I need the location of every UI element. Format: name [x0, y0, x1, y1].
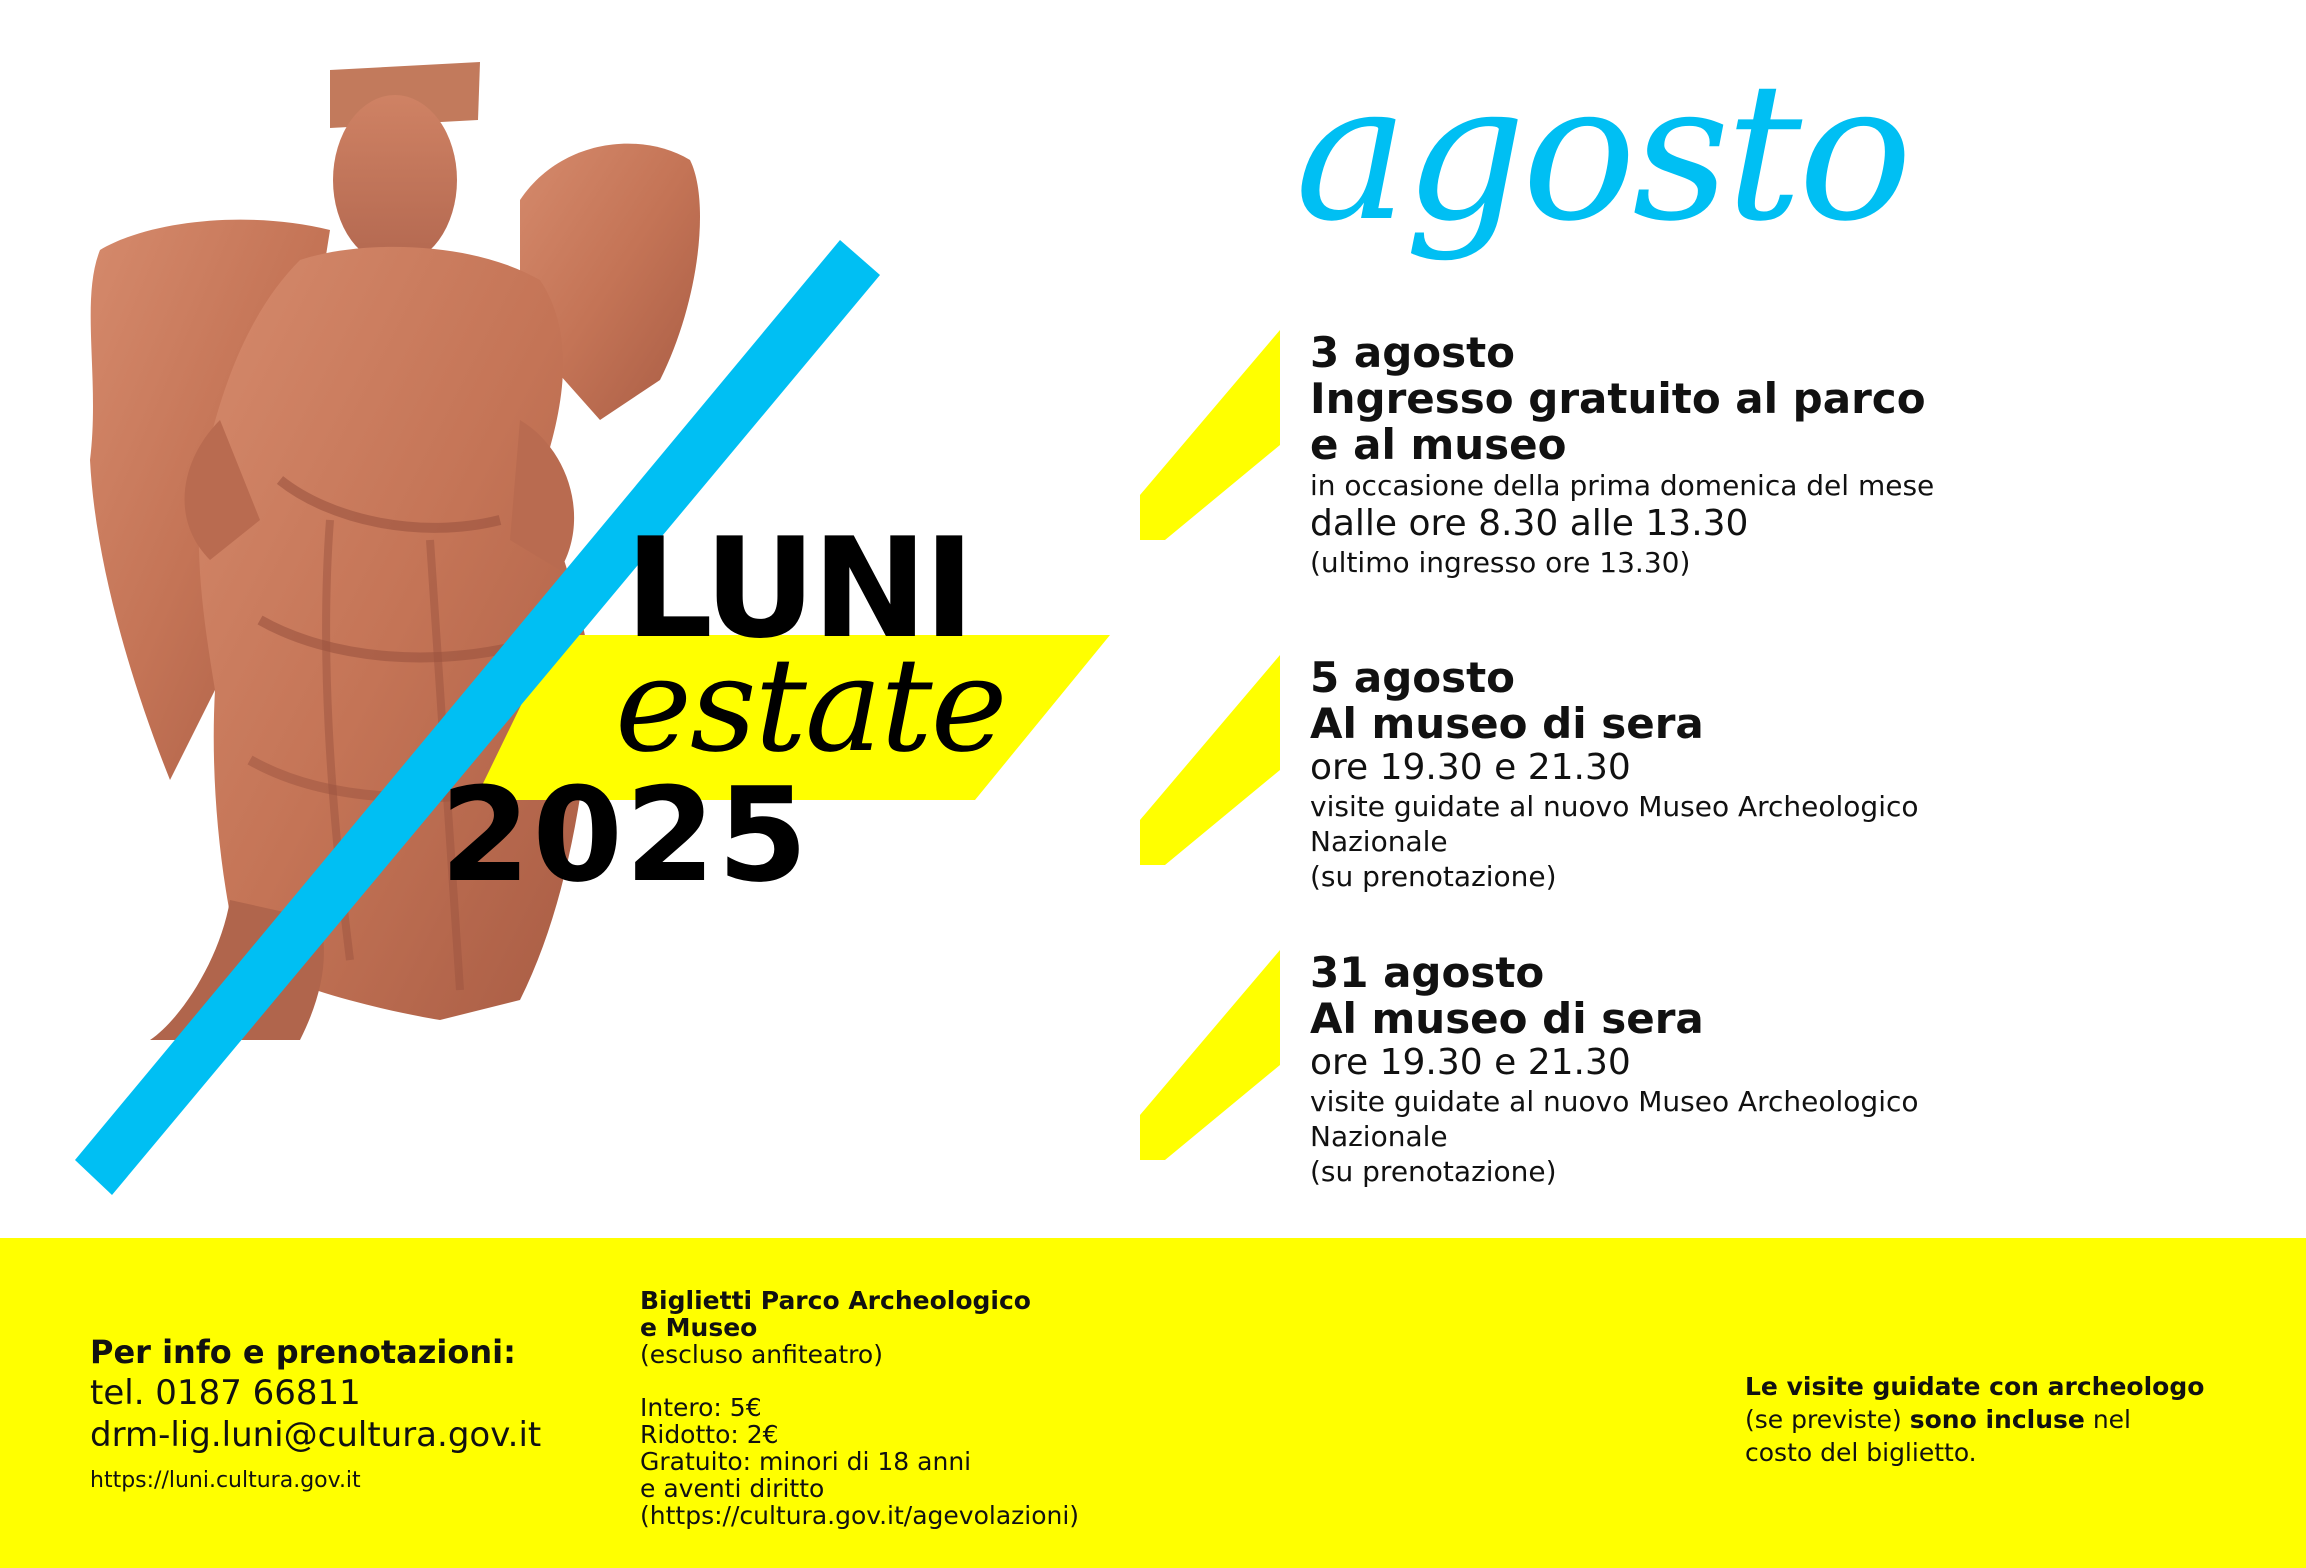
event-detail: visite guidate al nuovo Museo Archeologico: [1310, 790, 1919, 823]
event-title: Ingresso gratuito al parco: [1310, 374, 1926, 423]
month-title: agosto: [1295, 42, 1909, 263]
guided-text: (se previste): [1745, 1405, 1902, 1434]
event-hours: ore 19.30 e 21.30: [1310, 747, 1631, 788]
event-detail: (ultimo ingresso ore 13.30): [1310, 546, 1691, 579]
event-hours: ore 19.30 e 21.30: [1310, 1042, 1631, 1083]
event-marker-1: [1140, 330, 1280, 540]
contact-email[interactable]: drm-lig.luni@cultura.gov.it: [90, 1415, 542, 1455]
event-detail: visite guidate al nuovo Museo Archeologico: [1310, 1085, 1919, 1118]
event-title: Al museo di sera: [1310, 994, 1704, 1043]
tickets-note: (escluso anfiteatro): [640, 1340, 883, 1369]
guided-text-bold: sono incluse: [1909, 1405, 2085, 1434]
event-3: [1310, 950, 2110, 1189]
brand-year: 2025: [440, 759, 810, 911]
event-2: [1310, 655, 2110, 894]
guided-text: nel: [2092, 1405, 2131, 1434]
event-detail: in occasione della prima domenica del mese: [1310, 469, 1935, 502]
tickets-title: Biglietti Parco Archeologico: [640, 1286, 1031, 1315]
ticket-price: Intero: 5€: [640, 1393, 762, 1422]
guided-text: costo del biglietto.: [1745, 1438, 1977, 1467]
event-date: 31 agosto: [1310, 948, 1545, 997]
event-title: e al museo: [1310, 420, 1567, 469]
event-detail: (su prenotazione): [1310, 1155, 1557, 1188]
tickets-title: e Museo: [640, 1313, 758, 1342]
event-marker-2: [1140, 655, 1280, 865]
tickets-info: [640, 1287, 1079, 1529]
event-date: 3 agosto: [1310, 328, 1516, 377]
event-detail: Nazionale: [1310, 825, 1448, 858]
guided-tours-note: [1745, 1370, 2225, 1469]
brand-luni: LUNI: [625, 508, 971, 669]
brand-estate: estate: [615, 629, 1006, 781]
event-hours: dalle ore 8.30 alle 13.30: [1310, 503, 1749, 544]
event-1: [1310, 330, 2110, 580]
luni-estate-artwork: [0, 0, 1150, 1220]
event-detail: Nazionale: [1310, 1120, 1448, 1153]
agevolazioni-link[interactable]: (https://cultura.gov.it/agevolazioni): [640, 1501, 1080, 1530]
ticket-price: e aventi diritto: [640, 1474, 825, 1503]
event-marker-3: [1140, 950, 1280, 1160]
event-markers: [1140, 330, 1310, 1200]
contact-website-link[interactable]: https://luni.cultura.gov.it: [90, 1468, 361, 1493]
contact-info: [90, 1332, 541, 1498]
ticket-price: Gratuito: minori di 18 anni: [640, 1447, 972, 1476]
guided-text-bold: Le visite guidate con archeologo: [1745, 1372, 2205, 1401]
contact-heading: Per info e prenotazioni:: [90, 1333, 516, 1371]
event-title: Al museo di sera: [1310, 699, 1704, 748]
event-detail: (su prenotazione): [1310, 860, 1557, 893]
ticket-price: Ridotto: 2€: [640, 1420, 779, 1449]
event-date: 5 agosto: [1310, 653, 1516, 702]
contact-phone[interactable]: tel. 0187 66811: [90, 1373, 361, 1413]
